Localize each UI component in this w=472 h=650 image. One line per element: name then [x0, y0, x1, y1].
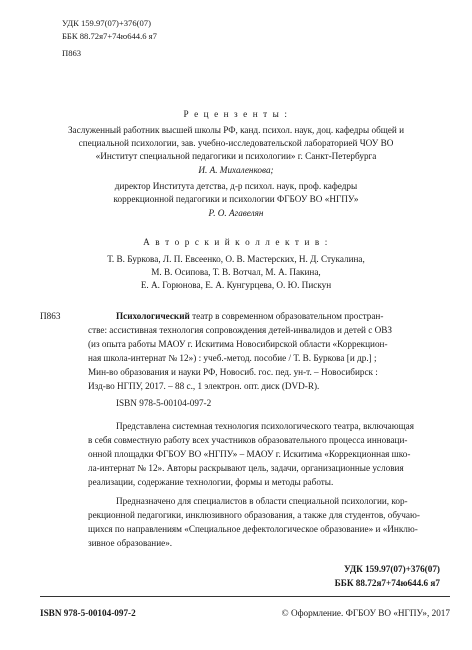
footer-isbn: ISBN 978-5-00104-097-2 [40, 608, 136, 618]
annotation-2-line-3: щихся по направлениям «Специальное дефектологическое образование» и «Инклю- [88, 524, 418, 534]
annotation-2-line-4: зивное образование». [88, 538, 173, 548]
annotation-2-line-2: рекционной педагогики, инклюзивного образования, а также для студентов, обучаю- [88, 510, 420, 520]
bibliography-title: Психологический [116, 311, 190, 321]
bibliography-line-1 [116, 310, 383, 322]
bibliography-line-6: Изд-во НГПУ, 2017. – 88 с., 1 электрон. опт. диск (DVD-R). [88, 381, 320, 391]
annotation-1-line-1: Представлена системная технология психологического театра, включающая [116, 421, 414, 431]
bibliography-title-rest: театр в современном образовательном простран- [189, 311, 384, 321]
bibliography-line-4: ная школа-интернат № 12») : учеб.-метод. пособие / Т. В. Буркова [и др.] ; [88, 353, 377, 363]
bibliography-line-5: Мин-во образования и науки РФ, Новосиб. гос. пед. ун-т. – Новосибирск : [88, 367, 378, 377]
reviewer-1-name: И. А. Михаленкова; [198, 165, 274, 175]
bibliography-isbn: ISBN 978-5-00104-097-2 [116, 398, 212, 408]
author-mark: П863 [62, 48, 82, 58]
reviewer-1-line-1: Заслуженный работник высшей школы РФ, канд. психол. наук, доц. кафедры общей и [67, 125, 405, 135]
authors-line-1: Т. В. Буркова, Л. П. Евсеенко, О. В. Мастерских, Н. Д. Стукалина, [107, 254, 365, 264]
reviewer-1-line-2: специальной психологии, зав. учебно-исследовательской лабораторией ЧОУ ВО [78, 138, 394, 148]
bbk-code: ББК 88.72я7+74ю644.6 я7 [62, 31, 157, 41]
bibliography-line-3: (из опыта работы МАОУ г. Искитима Новосибирской области «Коррекцион- [88, 339, 388, 349]
udk-code: УДК 159.97(07)+376(07) [62, 18, 151, 28]
annotation-1-line-4: ла-интернат № 12». Авторы раскрывают цель, задачи, организационные условия [88, 463, 404, 473]
bibliography-line-2: стве: ассистивная технология сопровождения детей-инвалидов и детей с ОВЗ [88, 325, 392, 335]
annotation-1-line-5: реализации, содержание технологии, формы и методы работы. [88, 477, 334, 487]
authors-line-2: М. В. Осипова, Т. В. Вотчал, М. А. Пакина, [151, 267, 321, 277]
bibliography-code: П863 [40, 311, 61, 321]
footer-bbk-code: ББК 88.72я7+74ю644.6 я7 [334, 578, 440, 588]
footer-udk-code: УДК 159.97(07)+376(07) [344, 564, 440, 574]
authors-line-3: Е. А. Горюнова, Е. А. Кунгурцева, О. Ю. Пискун [140, 280, 332, 290]
reviewer-2-name: Р. О. Агавелян [208, 208, 264, 218]
reviewers-heading: Р е ц е н з е н т ы : [183, 109, 289, 119]
annotation-1-line-3: онной площадки ФГБОУ ВО «НГПУ» – МАОУ г. Искитима «Коррекционная шко- [88, 449, 411, 459]
annotation-2-line-1: Предназначено для специалистов в области специальной психологии, кор- [116, 496, 408, 506]
footer-divider [40, 596, 450, 597]
reviewer-2-line-1: директор Института детства, д-р психол. наук, проф. кафедры [114, 181, 358, 191]
reviewer-1-line-3: «Институт специальной педагогики и психологии» г. Санкт-Петербурга [95, 151, 377, 161]
authors-heading: А в т о р с к и й к о л л е к т и в : [143, 237, 329, 247]
reviewer-2-line-2: коррекционной педагогики и психологии ФГБОУ ВО «НГПУ» [113, 194, 359, 204]
annotation-1-line-2: в себя совместную работу всех участников образовательного процесса инноваци- [88, 435, 408, 445]
footer-copyright: © Оформление. ФГБОУ ВО «НГПУ», 2017 [281, 608, 450, 618]
